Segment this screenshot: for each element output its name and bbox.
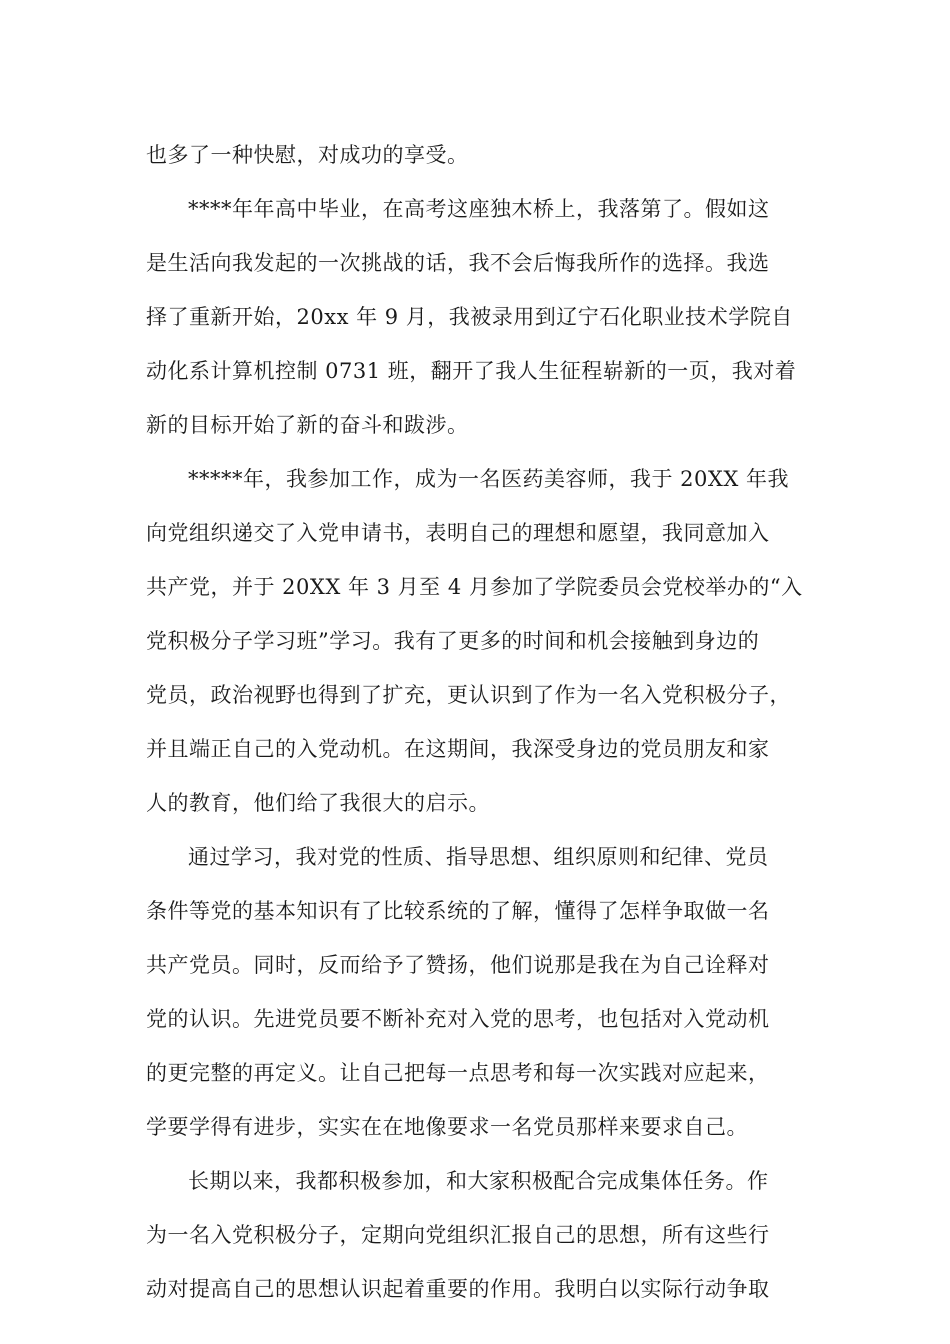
- text-line: 新的目标开始了新的奋斗和跋涉。: [146, 413, 469, 437]
- text-line: 为一名入党积极分子，定期向党组织汇报自己的思想，所有这些行: [146, 1223, 770, 1247]
- paragraph-start-line: 通过学习，我对党的性质、指导思想、组织原则和纪律、党员: [188, 845, 769, 869]
- paragraph-start-line: ****年年高中毕业，在高考这座独木桥上，我落第了。假如这: [188, 197, 770, 221]
- text-line: 也多了一种快慰，对成功的享受。: [146, 143, 469, 167]
- text-line: 动化系计算机控制 0731 班，翻开了我人生征程崭新的一页，我对着: [146, 359, 797, 383]
- text-line: 党积极分子学习班”学习。我有了更多的时间和机会接触到身边的: [146, 629, 760, 653]
- text-line: 党的认识。先进党员要不断补充对入党的思考，也包括对入党动机: [146, 1007, 770, 1031]
- text-line: 是生活向我发起的一次挑战的话，我不会后悔我所作的选择。我选: [146, 251, 770, 275]
- text-line: 党员，政治视野也得到了扩充，更认识到了作为一名入党积极分子，: [146, 683, 791, 707]
- text-line: 学要学得有进步，实实在在地像要求一名党员那样来要求自己。: [146, 1115, 748, 1139]
- paragraph-start-line: 长期以来，我都积极参加，和大家积极配合完成集体任务。作: [188, 1169, 769, 1193]
- text-line: 共产党员。同时，反而给予了赞扬，他们说那是我在为自己诠释对: [146, 953, 770, 977]
- paragraph-start-line: *****年，我参加工作，成为一名医药美容师，我于 20XX 年我: [188, 467, 789, 491]
- text-line: 择了重新开始，20xx 年 9 月，我被录用到辽宁石化职业技术学院自: [146, 305, 793, 329]
- document-body: [146, 128, 822, 1316]
- text-line: 共产党，并于 20XX 年 3 月至 4 月参加了学院委员会党校举办的“入: [146, 575, 803, 599]
- text-line: 向党组织递交了入党申请书，表明自己的理想和愿望，我同意加入: [146, 521, 770, 545]
- text-line: 条件等党的基本知识有了比较系统的了解，懂得了怎样争取做一名: [146, 899, 770, 923]
- text-line: 人的教育，他们给了我很大的启示。: [146, 791, 490, 815]
- text-line: 并且端正自己的入党动机。在这期间，我深受身边的党员朋友和家: [146, 737, 770, 761]
- text-line: 的更完整的再定义。让自己把每一点思考和每一次实践对应起来，: [146, 1061, 770, 1085]
- text-line: 动对提高自己的思想认识起着重要的作用。我明白以实际行动争取: [146, 1277, 770, 1301]
